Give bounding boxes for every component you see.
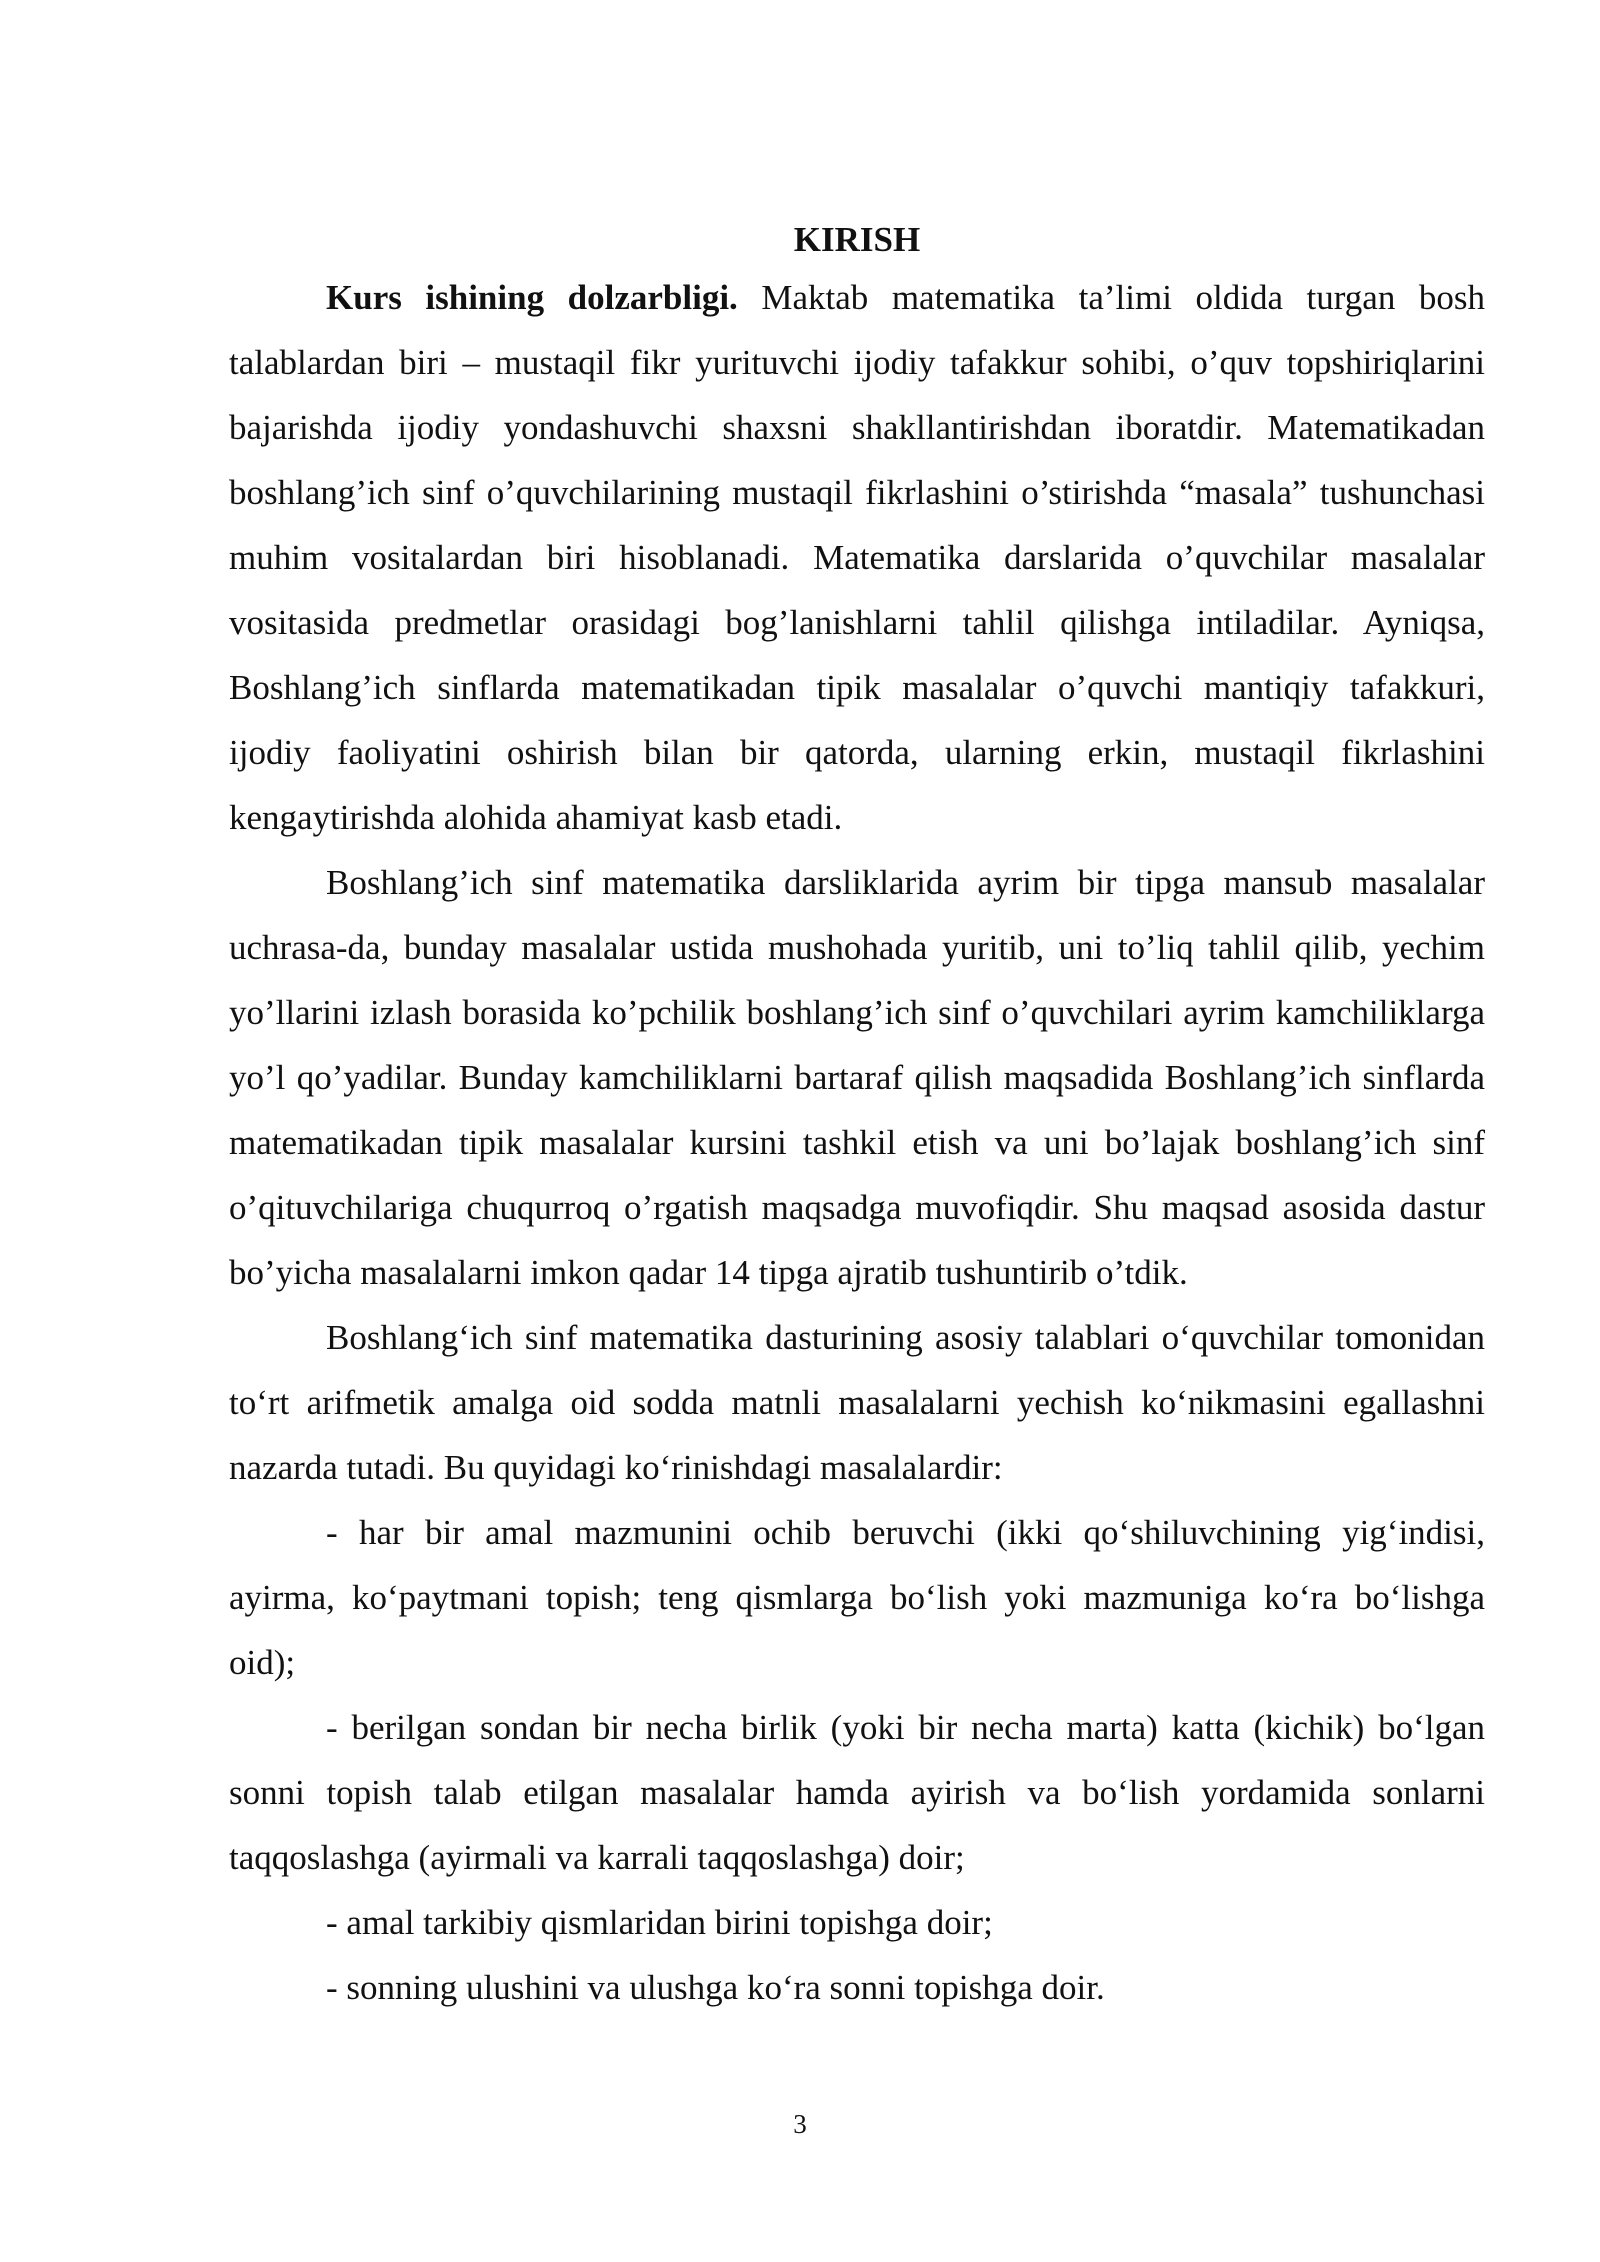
list-item: - amal tarkibiy qismlaridan birini topishga doir; xyxy=(326,1903,993,1942)
list-item: - har bir amal mazmunini ochib beruvchi (ikki qo‘shiluvchining yig‘indisi, ayirma, ko‘paytmani topish; teng qismlarga bo‘lish yoki mazmuniga ko‘ra bo‘lishga oid); xyxy=(229,1513,1485,1682)
paragraph: Boshlang’ich sinf matematika darsliklarida ayrim bir tipga mansub masalalar uchrasa-da, bunday masalalar ustida mushohada yuritib, uni to’liq tahlil qilib, yechim yo’llarini izlash borasida ko’pchilik boshlang’ich sinf o’quvchilari ayrim kamchiliklarga yo’l qo’yadilar. Bunday kamchiliklarni bartaraf qilish maqsadida Boshlang’ich sinflarda matematikadan tipik masalalar kursini tashkil etish va uni bo’lajak boshlang’ich sinf o’qituvchilariga chuqurroq o’rgatish maqsadga muvofiqdir. Shu maqsad asosida dastur bo’yicha masalalarni imkon qadar 14 tipga ajratib tushuntirib o’tdik. xyxy=(229,863,1485,1292)
document-page xyxy=(229,215,1485,2020)
list-item: - sonning ulushini va ulushga ko‘ra sonni topishga doir. xyxy=(326,1968,1105,2007)
page-number: 3 xyxy=(793,2109,807,2139)
paragraph: Boshlang‘ich sinf matematika dasturining asosiy talablari o‘quvchilar tomonidan to‘rt arifmetik amalga oid sodda matnli masalalarni yechish ko‘nikmasini egallashni nazarda tutadi. Bu quyidagi ko‘rinishdagi masalalardir: xyxy=(229,1318,1485,1487)
paragraph-text: Maktab matematika ta’limi oldida turgan bosh talablardan biri – mustaqil fikr yurituvchi ijodiy tafakkur sohibi, o’quv topshiriqlarini bajarishda ijodiy yondashuvchi shaxsni shakllantirishdan iboratdir. Matematikadan boshlang’ich sinf o’quvchilarining mustaqil fikrlashini o’stirishda “masala” tushunchasi muhim vositalardan biri hisoblanadi. Matematika darslarida o’quvchilar masalalar vositasida predmetlar orasidagi bog’lanishlarni tahlil qilishga intiladilar. Ayniqsa, Boshlang’ich sinflarda matematikadan tipik masalalar o’quvchi mantiqiy tafakkuri, ijodiy faoliyatini oshirish bilan bir qatorda, ularning erkin, mustaqil fikrlashini kengaytirishda alohida ahamiyat kasb etadi. xyxy=(229,278,1485,837)
paragraph-relevance xyxy=(229,265,1485,850)
section-heading: KIRISH xyxy=(793,220,921,259)
list-item: - berilgan sondan bir necha birlik (yoki bir necha marta) katta (kichik) bo‘lgan sonni topish talab etilgan masalalar hamda ayirish va bo‘lish yordamida sonlarni taqqoslashga (ayirmali va karrali taqqoslashga) doir; xyxy=(229,1708,1485,1877)
paragraph-lead: Kurs ishining dolzarbligi. xyxy=(326,278,738,317)
